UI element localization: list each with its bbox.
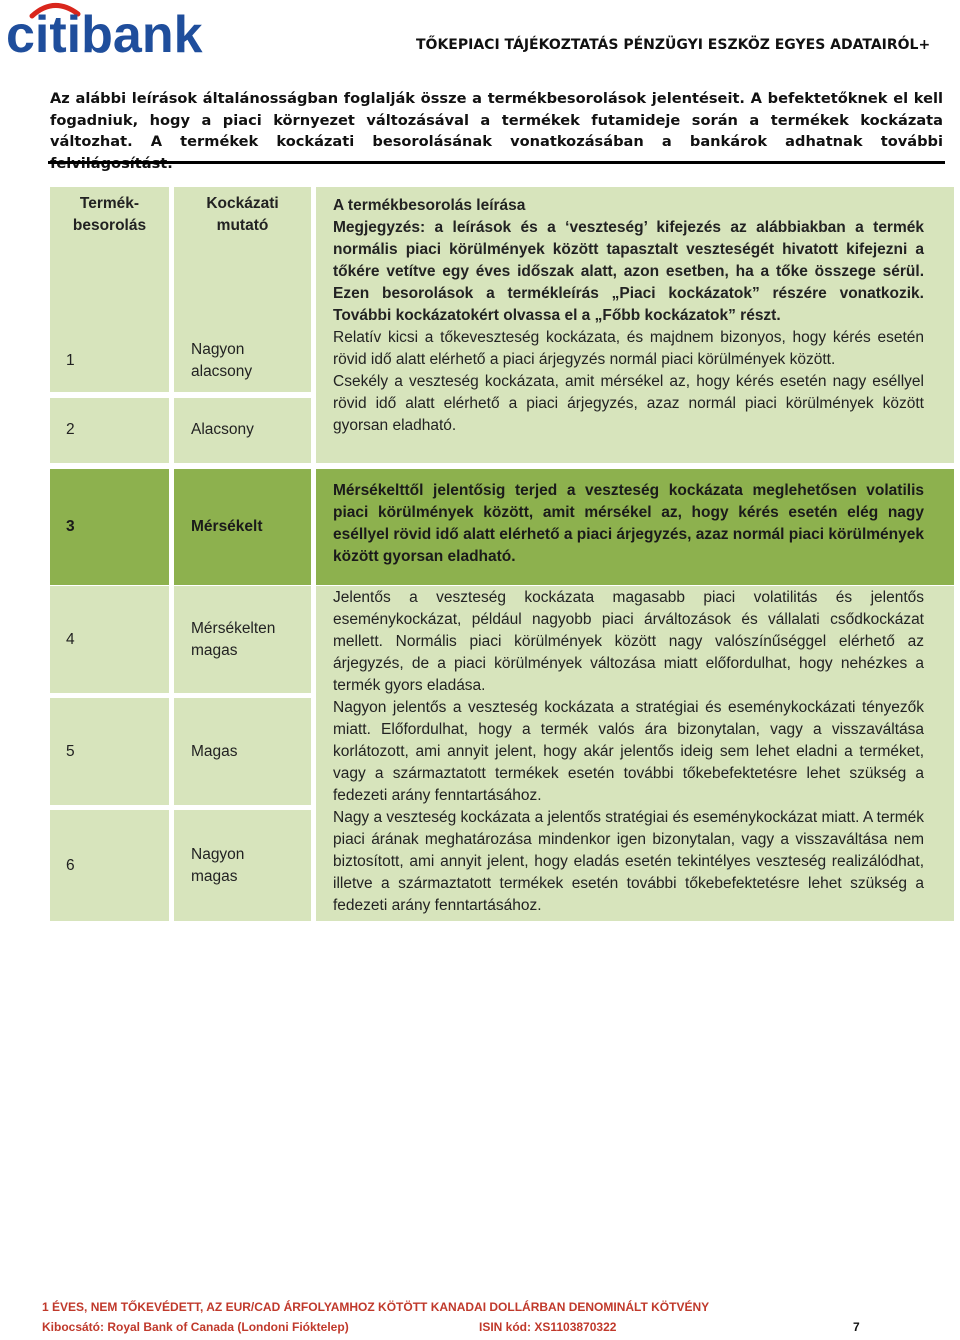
row3-description: Mérsékelttől jelentősig terjed a veszteség kockázata meglehetősen volatilis piaci körülmények között, amit mérsékel az, hogy kérés esetén elég nagy eséllyel rövid idő alatt elérhető a piaci árjegyzés, azaz normál piaci körülmények között gyorsan eladható. <box>316 469 954 585</box>
row2-description: Csekély a veszteség kockázata, amit mérsékel az, hogy kérés esetén nagy eséllyel rövid idő alatt elérhető a piaci árjegyzés, azaz normál piaci körülmények között gyorsan eladható. <box>333 373 924 434</box>
intro-paragraph: Az alábbi leírások általánosságban foglalják össze a termékbesorolások jelentéseit. A befektetőknek el kell fogadniuk, hogy a piaci környezet változásával a termékek futamideje során a termékek kockázata változhat. A termékek kockázati besorolásának vonatkozásában a bankárok adhatnak további <box>50 90 943 150</box>
row3-class: 3 <box>50 469 169 585</box>
row6-indicator: Nagyon magas <box>174 810 311 921</box>
footer-isin: ISIN kód: XS1103870322 <box>479 1320 617 1334</box>
citibank-logo <box>6 2 216 58</box>
row4-description: Jelentős a veszteség kockázata magasabb piaci volatilitás és jelentős eseménykockázat, például nagyobb piaci árváltozások és vállalati csődkockázat mellett. Normális piaci körülmények között nagy valószínűséggel elérhető az árjegyzés, de a piaci körülmények változása miatt előfordulhat, hogy nehézkes a termék gyors eladása. <box>333 589 924 694</box>
footer-issuer: Kibocsátó: Royal Bank of Canada (Londoni Fióktelep) <box>42 1320 349 1334</box>
row3-indicator: Mérsékelt <box>174 469 311 585</box>
row1-class: 1 <box>50 330 169 392</box>
description-column <box>316 187 954 463</box>
row4-indicator: Mérsékelten magas <box>174 586 311 693</box>
row2-indicator: Alacsony <box>174 398 311 462</box>
rows4-6-description <box>316 586 954 921</box>
header-indicator: Kockázati mutató <box>174 187 311 463</box>
row6-description: Nagy a veszteség kockázata a jelentős stratégiai és eseménykockázat miatt. A termék piaci árának meghatározása mindenkor igen bizonytalan, vagy a visszaváltása nem biztosított, ami annyit jelent, hogy eladás esetén tekintélyes veszteség realizálódhat, illetve a származtatott termékek esetén további tőkebefektetésre lehet szükség a fedezeti arány fenntartásához. <box>333 809 925 914</box>
description-note: Megjegyzés: a leírások és a ‘veszteség’ kifejezés az alábbiakban a termék normális piaci körülmények között tapasztalt veszteségét hivatott kifejezni a tőkére vetítve egy éves időszak alatt, azon esetben, ha a tőke összege sérül. Ezen besorolások a termékleírás „Piaci kockázatok” részére vonatkozik. További kockázatokért olvassa el a „Főbb kockázatok” részt. <box>333 219 924 324</box>
separator <box>169 187 174 463</box>
row4-class: 4 <box>50 586 169 693</box>
row6-class: 6 <box>50 810 169 921</box>
row5-indicator: Magas <box>174 698 311 805</box>
description-title: A termékbesorolás leírása <box>333 197 526 214</box>
row5-description: Nagyon jelentős a veszteség kockázata a stratégiai és eseménykockázati tényezők miatt. Előfordulhat, hogy a termék valós ára bizonytalan, vagy a visszaváltása korlátozott, ami annyit jelent, hogy akár jelentős ideig sem lehet eladni a terméket, vagy a származtatott termékek esetén további tőkebefektetésre lehet szükség a fedezeti arány fenntartásához. <box>333 699 924 804</box>
separator <box>50 392 311 398</box>
divider-rule <box>48 161 945 164</box>
row2-class: 2 <box>50 398 169 462</box>
footer-line <box>42 1320 942 1336</box>
row5-class: 5 <box>50 698 169 805</box>
page-number: 7 <box>853 1320 860 1334</box>
document-title: TŐKEPIACI TÁJÉKOZTATÁS PÉNZÜGYI ESZKÖZ EGYES ADATAIRÓL+ <box>416 37 931 53</box>
row1-description: Relatív kicsi a tőkeveszteség kockázata, és majdnem bizonyos, hogy kérés esetén rövid idő alatt elérhető a piaci árjegyzés normál piaci körülmények között. <box>333 329 924 368</box>
header-classification: Termék-besorolás <box>50 187 169 463</box>
row1-indicator: Nagyon alacsony <box>174 330 311 392</box>
footer-product: 1 ÉVES, NEM TŐKEVÉDETT, AZ EUR/CAD ÁRFOLYAMHOZ KÖTÖTT KANADAI DOLLÁRBAN DENOMINÁLT KÖTVÉNY <box>42 1300 710 1314</box>
logo-wordmark: citibank <box>6 6 203 58</box>
